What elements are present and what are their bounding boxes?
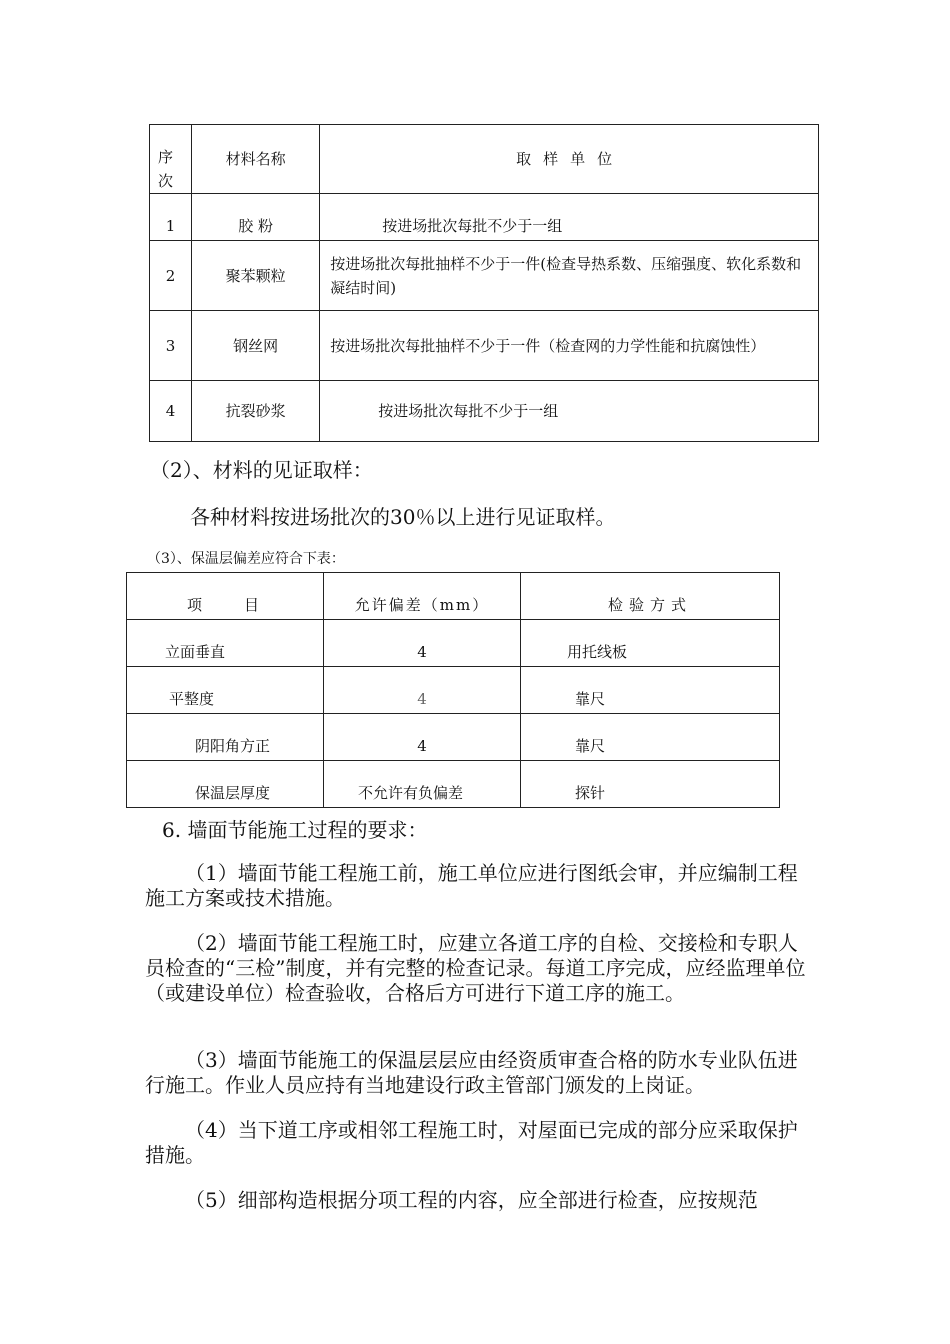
row-sampling: 按进场批次每批抽样不少于一件(检查导热系数、压缩强度、软化系数和凝结时间) <box>320 241 819 311</box>
paragraph-4: （4）当下道工序或相邻工程施工时，对屋面已完成的部分应采取保护措施。 <box>145 1118 798 1167</box>
table-row <box>127 667 780 714</box>
table-row <box>150 381 819 442</box>
table-header-row <box>150 125 819 194</box>
row-method: 靠尺 <box>521 667 780 714</box>
table-row <box>127 761 780 808</box>
table-row <box>150 311 819 381</box>
table-row <box>150 241 819 311</box>
row-material: 钢丝网 <box>192 311 320 381</box>
header-method: 检验方式 <box>521 573 780 620</box>
row-method: 探针 <box>521 761 780 808</box>
row-item: 保温层厚度 <box>127 761 324 808</box>
row-no: 2 <box>150 241 192 311</box>
section6-title: 6. 墙面节能施工过程的要求： <box>162 818 428 842</box>
paragraph-5: （5）细部构造根据分项工程的内容，应全部进行检查，应按规范 <box>185 1188 758 1212</box>
header-sampling-unit: 取样单位 <box>320 125 819 194</box>
row-material: 抗裂砂浆 <box>192 381 320 442</box>
row-method: 用托线板 <box>521 620 780 667</box>
table-row <box>150 194 819 241</box>
table-row <box>127 620 780 667</box>
row-no: 1 <box>150 194 192 241</box>
row-tolerance: 4 <box>324 620 521 667</box>
row-item: 阴阳角方正 <box>127 714 324 761</box>
row-tolerance: 不允许有负偏差 <box>324 761 521 808</box>
row-sampling: 按进场批次每批不少于一组 <box>320 194 819 241</box>
header-material-name: 材料名称 <box>192 125 320 194</box>
row-method: 靠尺 <box>521 714 780 761</box>
row-tolerance: 4 <box>324 667 521 714</box>
header-tolerance: 允许偏差（mm） <box>324 573 521 620</box>
section3-title: （3）、保温层偏差应符合下表： <box>147 551 345 567</box>
table-header-row <box>127 573 780 620</box>
row-item: 平整度 <box>127 667 324 714</box>
section2-title: （2）、材料的见证取样： <box>150 458 373 482</box>
paragraph-3: （3）墙面节能施工的保温层层应由经资质审查合格的防水专业队伍进行施工。作业人员应持有当地建设行政主管部门颁发的上岗证。 <box>145 1048 798 1097</box>
table-row <box>127 714 780 761</box>
row-no: 3 <box>150 311 192 381</box>
row-material: 聚苯颗粒 <box>192 241 320 311</box>
row-material: 胶 粉 <box>192 194 320 241</box>
header-item: 项 目 <box>127 573 324 620</box>
row-no: 4 <box>150 381 192 442</box>
row-sampling: 按进场批次每批不少于一组 <box>320 381 819 442</box>
material-sampling-table <box>149 124 819 442</box>
header-seq: 序次 <box>150 125 192 194</box>
row-item: 立面垂直 <box>127 620 324 667</box>
section2-text: 各种材料按进场批次的30％以上进行见证取样。 <box>190 505 616 529</box>
insulation-tolerance-table <box>126 572 780 808</box>
paragraph-2: （2）墙面节能工程施工时，应建立各道工序的自检、交接检和专职人员检查的“三检”制度，并有完整的检查记录。每道工序完成，应经监理单位（或建设单位）检查验收，合格后方可进行下道工序的施工。 <box>145 931 806 1005</box>
row-tolerance: 4 <box>324 714 521 761</box>
row-sampling: 按进场批次每批抽样不少于一件（检查网的力学性能和抗腐蚀性） <box>320 311 819 381</box>
paragraph-1: （1）墙面节能工程施工前，施工单位应进行图纸会审，并应编制工程施工方案或技术措施。 <box>145 861 798 910</box>
